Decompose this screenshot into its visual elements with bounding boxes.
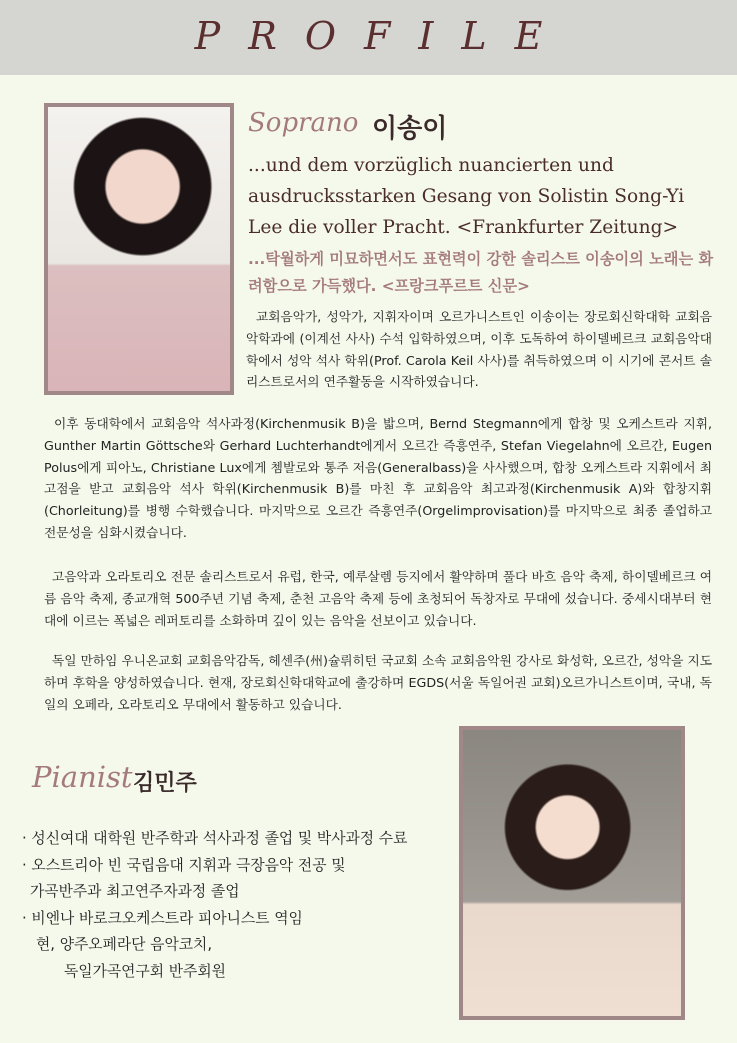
soprano-bio-paragraph-1: 교회음악가, 성악가, 지휘자이며 오르가니스트인 이송이는 장로회신학대학 교회음악학과에 (이계선 사사) 수석 입학하였으며, 이후 도독하여 하이델베르크 교회음악대학에서 성악 석사 학위(Prof. Carola Keil 사사)를 취득하였으며 이 시기에 콘서트 솔리스트로서의 연주활동을 시작하였습니다.	[246, 309, 712, 390]
quote-german: ...und dem vorzüglich nuancierten und ausdrucksstarken Gesang von Solistin Song-Yi Lee die voller Pracht. <Frankfurter Zeitung>	[248, 155, 685, 238]
quote-korean: ...탁월하게 미묘하면서도 표현력이 강한 솔리스트 이송이의 노래는 화려함으로 가득했다. <프랑크푸르트 신문>	[248, 250, 714, 295]
pianist-bio-line: 독일가곡연구회 반주회원	[64, 962, 226, 980]
soprano-bio-paragraph-4: 독일 만하임 우니온교회 교회음악감독, 헤센주(州)슐뤼히턴 국교회 소속 교회음악원 강사로 화성학, 오르간, 성악을 지도하며 후학을 양성하였습니다. 현재, 장로회신학대학교에 출강하며 EGDS(서울 독일어권 교회)오르가니스트이며, 국내, 독일의 오페라, 오라토리오 무대에서 활동하고 있습니다.	[44, 653, 712, 712]
soprano-bio-paragraph-3: 고음악과 오라토리오 전문 솔리스트로서 유럽, 한국, 예루살렘 등지에서 활약하며 풀다 바흐 음악 축제, 하이델베르크 여름 음악 축제, 종교개혁 500주년 기념 축제, 춘천 고음악 축제 등에 초청되어 독창자로 무대에 섰습니다. 중세시대부터 현대에 이르는 폭넓은 레퍼토리를 소화하며 깊이 있는 음악을 선보이고 있습니다.	[44, 569, 712, 628]
soprano-photo	[44, 103, 234, 395]
pianist-bio-line: · 비엔나 바로크오케스트라 피아니스트 역임	[22, 909, 303, 927]
page-title: PROFILE	[194, 14, 571, 58]
pianist-bio-list	[22, 826, 452, 985]
soprano-role: Soprano	[248, 108, 359, 138]
pianist-bio-line: 가곡반주과 최고연주자과정 졸업	[30, 883, 240, 900]
pianist-photo	[459, 726, 685, 1020]
pianist-name: 김민주	[133, 771, 197, 796]
pianist-bio-line: 현, 양주오페라단 음악코치,	[36, 936, 213, 953]
pianist-bio-line: · 성신여대 대학원 반주학과 석사과정 졸업 및 박사과정 수료	[22, 830, 408, 847]
soprano-name: 이송이	[372, 114, 448, 144]
header-bar	[0, 0, 737, 75]
pianist-role: Pianist	[32, 760, 133, 794]
pianist-bio-line: · 오스트리아 빈 국립음대 지휘과 극장음악 전공 및	[22, 856, 346, 874]
soprano-bio-paragraph-2: 이후 동대학에서 교회음악 석사과정(Kirchenmusik B)을 밟으며, Bernd Stegmann에게 합창 및 오케스트라 지휘, Gunther Martin Göttsche와 Gerhard Luchterhandt에게서 오르간 즉흥연주, Stefan Viegelahn에 오르간, Eugen Polus에게 피아노, Christiane Lux에게 쳄발로와 통주 저음(Generalbass)을 사사했으며, 합창 오케스트라 지휘에서 최고점을 받고 교회음악 석사 학위(Kirchenmusik B)를 마친 후 교회음악 최고과정(Kirchenmusik A)와 합창지휘(Chorleitung)를 병행 수학했습니다. 마지막으로 오르간 즉흥연주(Orgelimprovisation)를 마지막으로 최종 졸업하고 전문성을 심화시켰습니다.	[44, 416, 712, 540]
